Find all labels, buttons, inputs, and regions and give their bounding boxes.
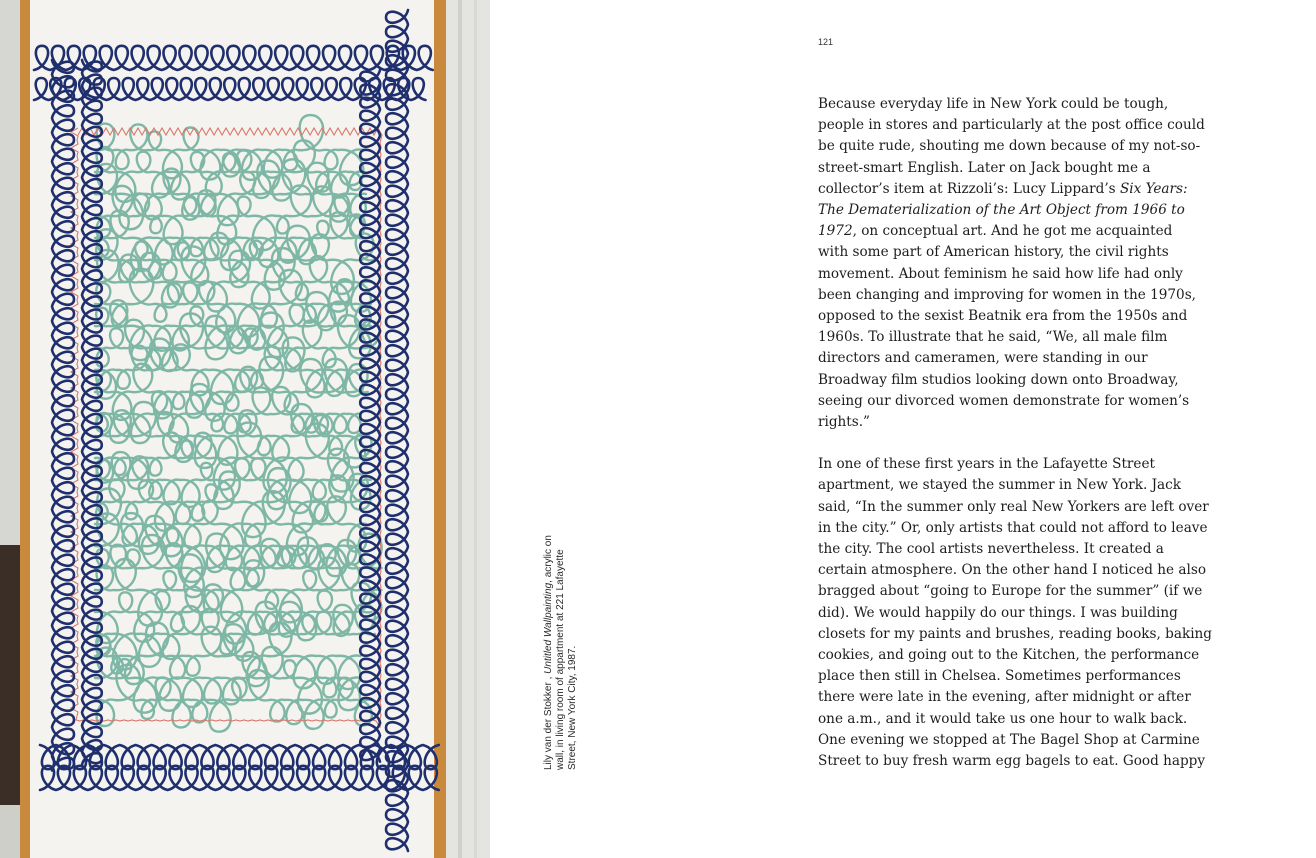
- text-line: [818, 497, 1209, 518]
- text-line: [818, 264, 1188, 285]
- caption-line-2: wall, in living room of appartment at 221 Lafayette: [555, 549, 566, 770]
- text-line: [818, 200, 1188, 221]
- page-number: 121: [818, 37, 834, 47]
- paragraph: [818, 454, 1212, 772]
- text-segment: one a.m., and it would take us one hour to walk back.: [818, 710, 1188, 727]
- caption-medium: , acrylic on: [543, 535, 554, 583]
- text-line: [818, 751, 1206, 772]
- text-line: [818, 327, 1188, 348]
- text-line: [818, 221, 1188, 242]
- caption-artist: Lily van der Stokker ,: [543, 673, 554, 770]
- text-line: [818, 348, 1188, 369]
- text-line: [818, 94, 1188, 115]
- text-segment: seeing our divorced women demonstrate for women’s: [818, 392, 1190, 409]
- text-segment: movement. About feminism he said how life had only: [818, 265, 1183, 282]
- text-segment: been changing and improving for women in the 1970s,: [818, 286, 1196, 303]
- text-segment: rights.”: [818, 414, 871, 431]
- text-line: [818, 581, 1203, 602]
- text-segment: be quite rude, shouting me down because of my not-so-: [818, 138, 1201, 155]
- text-segment: closets for my paints and brushes, reading books, baking: [818, 625, 1212, 642]
- italic-text: Six Years:: [1119, 180, 1188, 197]
- text-segment: collector’s item at Rizzoli’s: Lucy Lippard’s: [818, 180, 1120, 197]
- text-line: [818, 115, 1205, 136]
- text-line: [818, 454, 1188, 475]
- text-segment: directors and cameramen, were standing in our: [818, 350, 1148, 367]
- text-line: [818, 603, 1188, 624]
- text-segment: with some part of American history, the civil rights: [818, 244, 1169, 261]
- text-line: [818, 179, 1188, 200]
- text-segment: street-smart English. Later on Jack bought me a: [818, 159, 1151, 176]
- text-line: [818, 730, 1200, 751]
- text-segment: Street to buy fresh warm egg bagels to eat. Good happy: [818, 753, 1206, 770]
- text-segment: said, “In the summer only real New Yorkers are left over: [818, 498, 1209, 515]
- text-segment: certain atmosphere. On the other hand I noticed he also: [818, 562, 1207, 579]
- text-segment: opposed to the sexist Beatnik era from the 1950s and: [818, 308, 1188, 325]
- text-line: [818, 242, 1188, 263]
- text-line: [818, 285, 1196, 306]
- paragraph-gap: [818, 433, 1188, 454]
- text-segment: people in stores and particularly at the post office could: [818, 117, 1205, 134]
- text-segment: apartment, we stayed the summer in New York. Jack: [818, 477, 1181, 494]
- text-line: [818, 136, 1201, 157]
- text-segment: Because everyday life in New York could be tough,: [818, 96, 1169, 112]
- text-line: [818, 624, 1212, 645]
- body-text: [818, 94, 1212, 772]
- text-line: [818, 539, 1188, 560]
- text-line: [818, 158, 1188, 179]
- caption-artwork-title: Untitled Wallpainting: [543, 582, 554, 674]
- text-segment: One evening we stopped at The Bagel Shop at Carmine: [818, 731, 1200, 748]
- text-line: [818, 412, 1188, 433]
- text-segment: place then still in Chelsea. Sometimes performances: [818, 668, 1181, 685]
- text-segment: bragged about “going to Europe for the summer” (if we: [818, 583, 1203, 600]
- paragraph: [818, 94, 1205, 433]
- text-segment: 1960s. To illustrate that he said, “We, all male film: [818, 329, 1168, 346]
- caption-line-3: Street, New York City, 1987.: [567, 645, 578, 770]
- text-line: [818, 306, 1188, 327]
- text-line: [818, 475, 1188, 496]
- text-line: [818, 518, 1208, 539]
- text-line: [818, 645, 1200, 666]
- text-segment: did). We would happily do our things. I was building: [818, 604, 1178, 621]
- text-line: [818, 687, 1191, 708]
- text-line: [818, 370, 1188, 391]
- photo-caption: [543, 530, 579, 770]
- text-segment: in the city.” Or, only artists that could not afford to leave: [818, 519, 1208, 536]
- text-line: [818, 560, 1207, 581]
- text-line: [818, 666, 1188, 687]
- italic-text: The Dematerialization of the Art Object from 1966 to: [818, 202, 1185, 219]
- wallpainting-photo: [0, 0, 490, 858]
- caption-line-1: [543, 530, 555, 770]
- italic-text: 1972: [818, 223, 853, 240]
- text-segment: cookies, and going out to the Kitchen, the performance: [818, 647, 1200, 664]
- text-line: [818, 391, 1188, 412]
- text-segment: , on conceptual art. And he got me acquainted: [852, 223, 1173, 240]
- text-segment: Broadway film studios looking down onto Broadway,: [818, 371, 1179, 388]
- text-segment: In one of these first years in the Lafayette Street: [818, 456, 1155, 473]
- text-segment: there were late in the evening, after midnight or after: [818, 689, 1191, 706]
- text-segment: the city. The cool artists nevertheless. It created a: [818, 541, 1164, 558]
- text-line: [818, 709, 1188, 730]
